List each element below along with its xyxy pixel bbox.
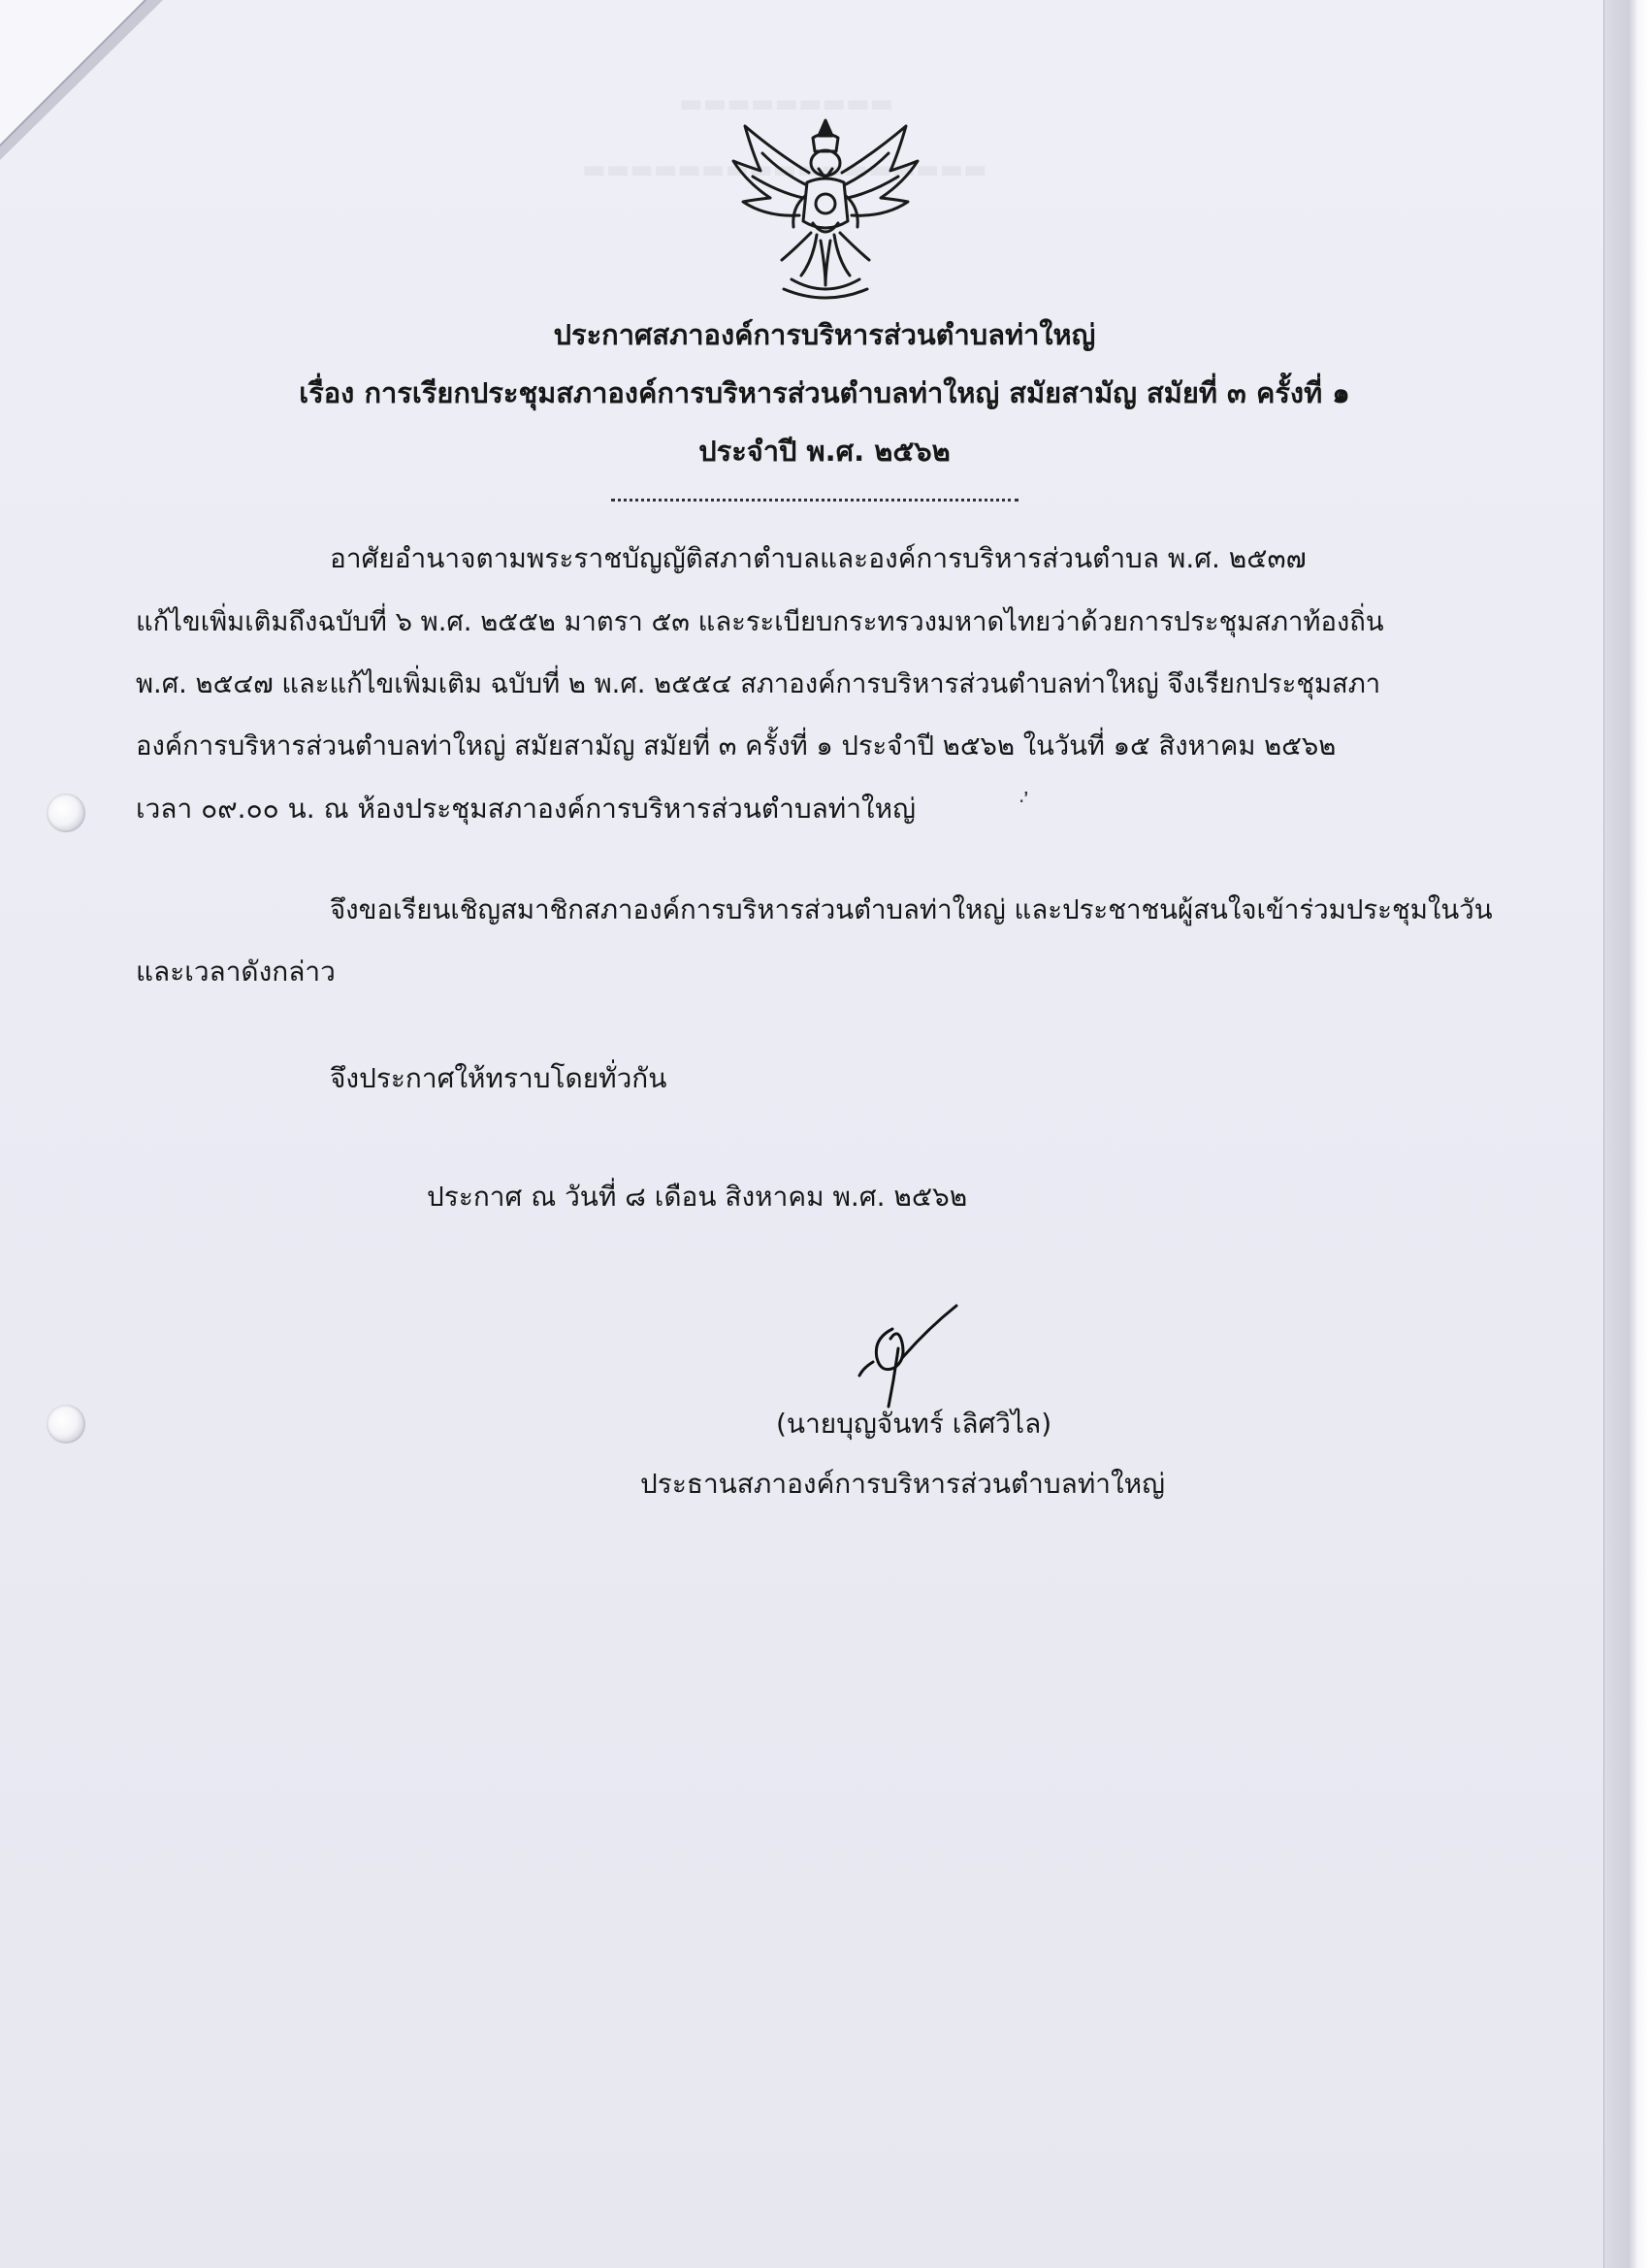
- announcement-year: ประจำปี พ.ศ. ๒๕๖๒: [698, 435, 951, 468]
- signatory-position: ประธานสภาองค์การบริหารส่วนตำบลท่าใหญ่: [640, 1468, 1165, 1500]
- bleed-through-text: ▬▬▬▬▬▬▬▬▬: [679, 89, 894, 118]
- corner-fold: [0, 0, 204, 175]
- title-divider: [611, 499, 1018, 502]
- paragraph1-line2: แก้ไขเพิ่มเติมถึงฉบับที่ ๖ พ.ศ. ๒๕๕๒ มาตรา ๕๓ และระเบียบกระทรวงมหาดไทยว่าด้วยการประชุมสภาท้องถิ่น: [136, 607, 1384, 637]
- punch-hole-top: [47, 794, 85, 832]
- bleed-through-text: ▬▬▬▬▬▬▬▬▬▬▬▬▬▬▬▬▬: [582, 155, 987, 184]
- closing-statement: จึงประกาศให้ทราบโดยทั่วกัน: [330, 1062, 667, 1094]
- paragraph2-line2: และเวลาดังกล่าว: [136, 956, 336, 988]
- stray-marks: · ̓: [1018, 790, 1031, 813]
- handwritten-signature: [834, 1300, 980, 1416]
- announcement-date: ประกาศ ณ วันที่ ๘ เดือน สิงหาคม พ.ศ. ๒๕๖๒: [427, 1181, 968, 1213]
- signatory-name: (นายบุญจันทร์ เลิศวิไล): [776, 1408, 1052, 1440]
- paragraph1-line4: องค์การบริหารส่วนตำบลท่าใหญ่ สมัยสามัญ สมัยที่ ๓ ครั้งที่ ๑ ประจำปี ๒๕๖๒ ในวันที่ ๑๕ สิงหาคม ๒๕๖๒: [136, 731, 1337, 761]
- announcement-subject: เรื่อง การเรียกประชุมสภาองค์การบริหารส่วนตำบลท่าใหญ่ สมัยสามัญ สมัยที่ ๓ ครั้งที่ ๑: [299, 376, 1350, 409]
- paragraph1-line5: เวลา ๐๙.๐๐ น. ณ ห้องประชุมสภาองค์การบริหารส่วนตำบลท่าใหญ่: [136, 793, 916, 825]
- announcement-title: ประกาศสภาองค์การบริหารส่วนตำบลท่าใหญ่: [553, 318, 1096, 351]
- garuda-emblem-icon: [724, 114, 927, 308]
- paragraph2-line1: จึงขอเรียนเชิญสมาชิกสภาองค์การบริหารส่วนตำบลท่าใหญ่ และประชาชนผู้สนใจเข้าร่วมประชุมในวัน: [330, 893, 1493, 925]
- punch-hole-bottom: [47, 1405, 85, 1443]
- paragraph1-line3: พ.ศ. ๒๕๔๗ และแก้ไขเพิ่มเติม ฉบับที่ ๒ พ.ศ. ๒๕๕๔ สภาองค์การบริหารส่วนตำบลท่าใหญ่ จึงเรียกประชุมสภา: [136, 669, 1381, 699]
- paragraph1-line1: อาศัยอำนาจตามพระราชบัญญัติสภาตำบลและองค์การบริหารส่วนตำบล พ.ศ. ๒๕๓๗: [330, 542, 1307, 574]
